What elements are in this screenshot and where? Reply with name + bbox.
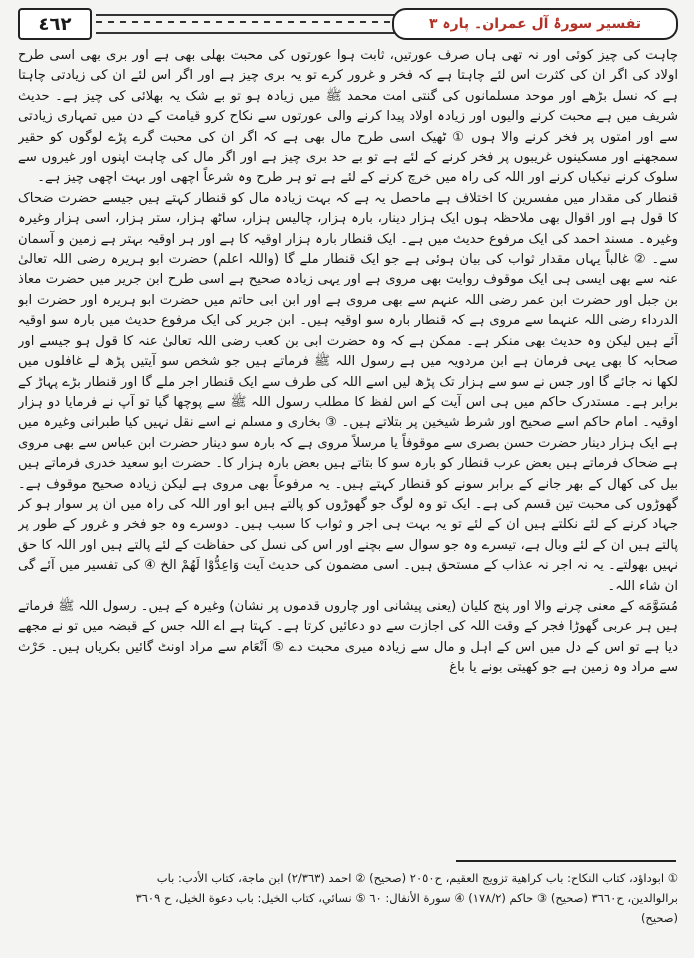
paragraph-3: مُسَوَّمَه کے معنی چرنے والا اور پنج کلیان (یعنی پیشانی اور چاروں قدموں پر نشان) وغیرہ کے ہیں۔ رسول اللہ ﷺ فرماتے ہیں ہر عربی گھوڑا فجر کے وقت اللہ کی اجازت سے دو دعائیں کرتا ہے۔ کہتا ہے اے اللہ جس کے قبضہ میں تو نے مجھے دیا ہے تو اس کے دل میں اس کے اہل و مال سے زیادہ میری محبت دے ⑤ اَنْعَام سے مراد اونٹ گائیں بکریاں ہیں۔ حَرْث سے مراد وہ زمین ہے جو کھیتی بونے یا باغ — [18, 598, 678, 676]
footnote-line-3: (صحيح) — [640, 911, 678, 925]
running-title: تفسیر سورۂ آل عمران۔ پارہ ۳ — [392, 8, 678, 40]
page-number: ٤٦٢ — [18, 8, 92, 40]
paragraph-2: قنطار کی مقدار میں مفسرین کا اختلاف ہے ماحصل یہ ہے کہ بہت زیادہ مال کو قنطار کہتے ہیں جیسے حضرت ضحاک کا قول ہے اور اقوال بھی ملاحظہ ہوں ایک ہزار دینار، بارہ ہزار، چالیس ہزار، ساٹھ ہزار، ستر ہزار، اسی ہزار وغیرہ وغیرہ۔ مسند احمد کی ایک مرفوع حدیث میں ہے۔ ایک قنطار بارہ ہزار اوقیہ کا ہے اور ہر اوقیہ بہتر ہے زمین و آسمان سے۔ ② غالباً یہاں مقدار ثواب کی بیان ہوئی ہے جو ایک قنطار ملے گا (واللہ اعلم) حضرت ابو ہریرہ رضی اللہ تعالیٰ عنہ سے بھی ایسی ہی ایک موقوف روایت بھی مروی ہے اور یہی زیادہ صحیح ہے اسی طرح ابن جریر میں حضرت معاذ بن جبل اور حضرت ابن عمر رضی اللہ عنہم سے بھی مروی ہے اور ابن ابی حاتم میں حضرت ابو ہریرہ اور حضرت ابو الدرداء رضی اللہ عنہما سے مروی ہے کہ قنطار بارہ سو اوقیہ ہیں۔ ابن جریر کی ایک مرفوع حدیث میں بارہ سو اوقیہ آئے ہیں لیکن وہ حدیث بھی منکر ہے۔ ممکن ہے کہ وہ حضرت ابی بن کعب رضی اللہ تعالیٰ عنہ کا قول ہو جیسے اور صحابہ کا بھی یہی فرمان ہے ابن مردویہ میں ہے رسول اللہ ﷺ فرماتے ہیں جو شخص سو آیتیں پڑھ لے غافلوں میں لکھا نہ جائے گا اور جس نے سو سے ہزار تک پڑھ لیں اسے اللہ کی طرف سے ایک قنطار اجر ملے گا اور قنطار بڑے پہاڑ کے برابر ہے۔ مستدرک حاکم میں ہی اس آیت کے اس لفظ کا مطلب رسول اللہ ﷺ سے پوچھا گیا تو آپ نے فرمایا دو ہزار اوقیہ۔ امام حاکم اسے صحیح اور شرط شیخین پر بتلاتے ہیں۔ ③ بخاری و مسلم نے اسے نقل نہیں کیا طبرانی وغیرہ میں ہے ایک ہزار دینار حضرت حسن بصری سے موقوفاً یا مرسلاً مروی ہے کہ بارہ سو دینار حضرت ابن عباس سے بھی مروی ہے ضحاک فرماتے ہیں بعض عرب قنطار کو بارہ سو کا بتاتے ہیں بعض بارہ ہزار کا۔ حضرت ابو سعید خدری فرماتے ہیں بیل کی کھال کے بھر جانے کے برابر سونے کو قنطار کہتے ہیں۔ یہ مرفوعاً بھی مروی ہے لیکن زیادہ صحیح موقوف ہے۔ گھوڑوں کی محبت تین قسم کی ہے۔ ایک تو وہ لوگ جو گھوڑوں کو پالتے ہیں ابو اور اللہ کی راہ میں ان پر سوار ہو کر جہاد کرنے کے لئے نکلتے ہیں ان کے لئے تو یہ بہت ہی اجر و ثواب کا سبب ہیں۔ دوسرے وہ جو فخر و غرور کے طور پر پالتے ہیں ان کے لئے وبال ہے، تیسرے وہ جو سوال سے بچنے اور اس کی نسل کی حفاظت کے لئے پالتے ہیں اور اللہ کا حق نہیں بھولتے۔ یہ نہ اجر نہ عذاب کے مستحق ہیں۔ اسی مضمون کی حدیث آیت وَاعِدُّوْا لَهُمْ الخ ④ کی تفسیر میں آئے گی ان شاء اللہ۔ — [18, 190, 678, 594]
paragraph-1: چاہت کی چیز کوئی اور نہ تھی ہاں صرف عورتیں، ثابت ہوا عورتوں کی محبت بھلی بھی ہے اور بری بھی اسی طرح اولاد کی اگر ان کی کثرت اس لئے چاہتا ہے کہ فخر و غرور کرے تو یہ بری چیز ہے اور اگر اس لئے ان کی زیادتی چاہتا ہے کہ نسل بڑھے اور موحد مسلمانوں کی گنتی امت محمد ﷺ میں زیادہ ہو تو بے شک یہ بھلائی کی چیز ہے۔ حدیث شریف میں ہے محبت کرنے والیوں اور زیادہ اولاد پیدا کرنے والی عورتوں سے نکاح کرو قیامت کے دن میں تمہاری زیادتی سے اور امتوں پر فخر کرنے والا ہوں ① ٹھیک اسی طرح مال بھی ہے کہ اگر ان کی محبت گرے پڑے لوگوں کو حقیر سمجھنے اور مسکینوں غریبوں پر فخر کرنے کے لئے ہے تو بے حد بری چیز ہے اور اگر مال کی چاہت اپنوں اور غیروں سے سلوک کرنے نیکیاں کرنے اور اللہ کی راہ میں خرچ کرنے کے لئے ہے تو ہر طرح وہ شرعاً اچھی اور بہت اچھی چیز ہے۔ — [18, 48, 678, 186]
footnote-line-2: برالوالدين، ح٣٦٦٠ (صحيح) ③ حاكم (١٧٨/٢) ④ سورة الأنفال: ٦٠ ⑤ نسائي، كتاب الخيل: باب دعوة الخيل، ح ٣٦٠٩ — [135, 891, 678, 905]
body-text — [18, 46, 678, 852]
footnotes — [18, 868, 678, 952]
page-header — [18, 8, 678, 38]
footnote-line-1: ① ابوداؤد، كتاب النكاح: باب كراهية تزويج العقيم، ح٢٠٥٠ (صحيح) ② احمد (٢/٣٦٣) ابن ماجة، كتاب الأدب: باب — [156, 871, 678, 885]
footnote-divider — [456, 860, 676, 862]
header-ornament — [96, 14, 396, 34]
